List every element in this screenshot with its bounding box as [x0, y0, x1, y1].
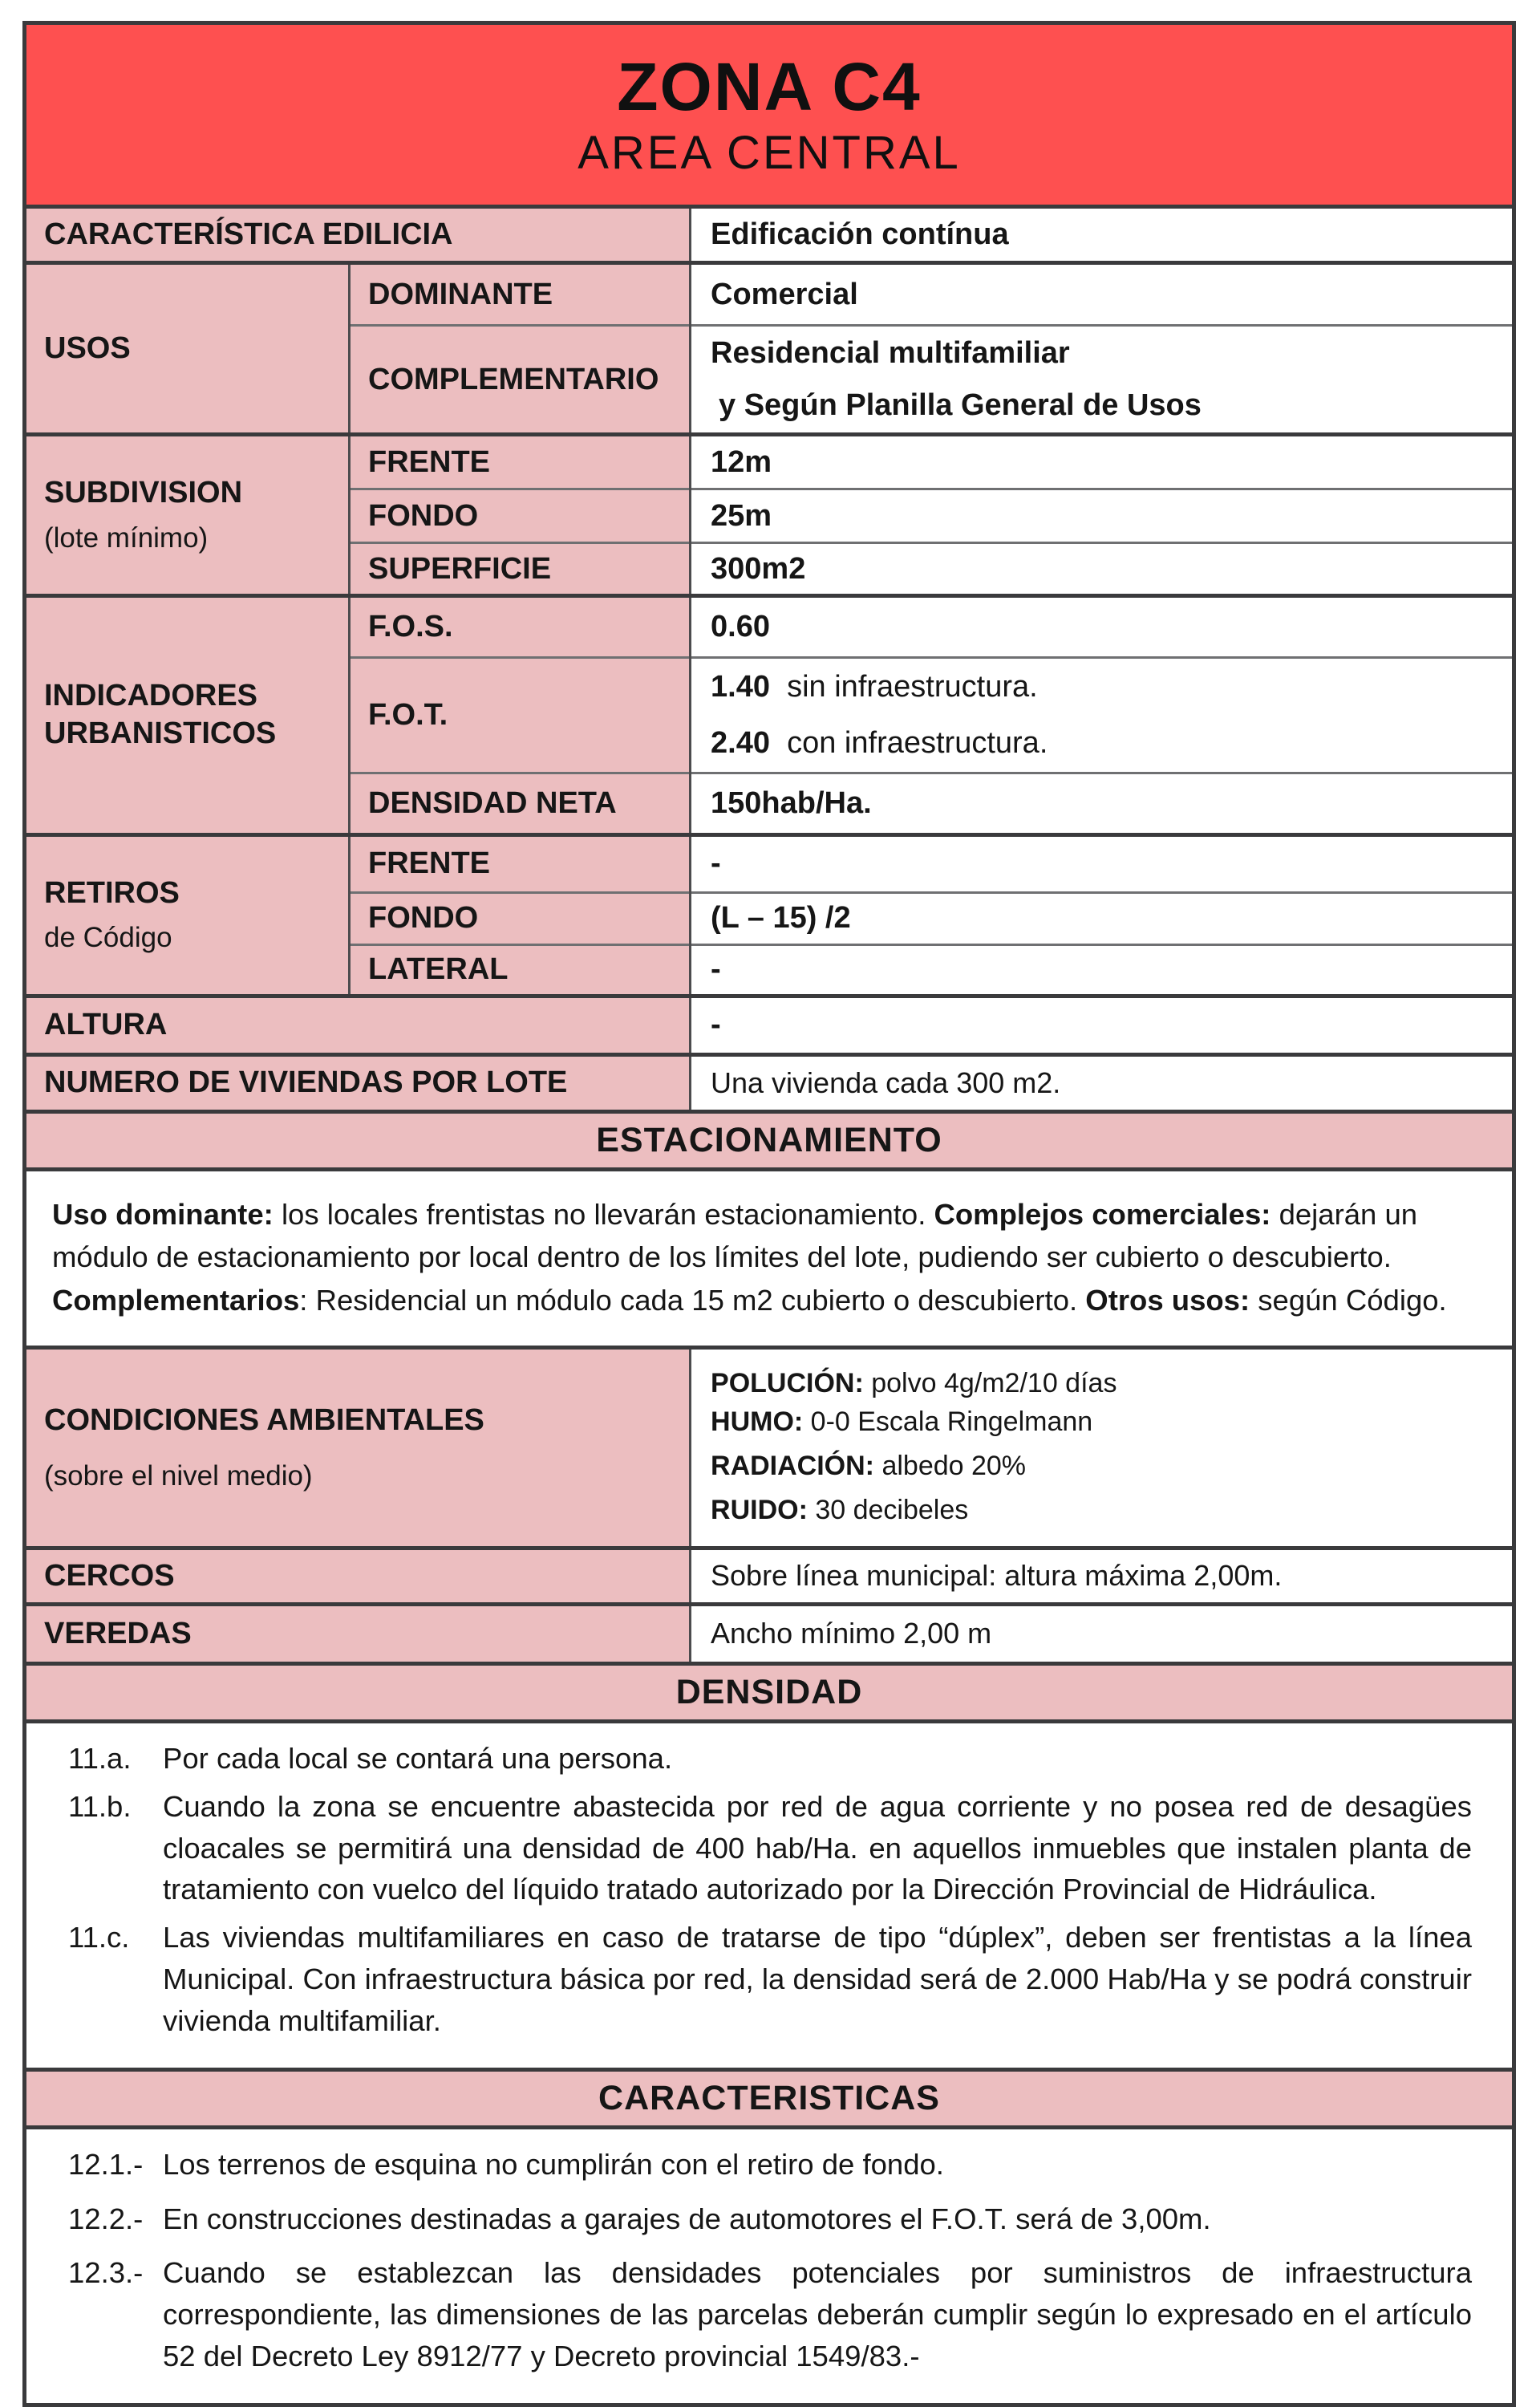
value-condiciones-ambientales: [691, 1347, 1514, 1548]
value-fos: 0.60: [691, 596, 1514, 658]
estacionamiento-seg1: los locales frentistas no llevarán estacionamiento.: [273, 1198, 934, 1232]
row-label-fos: F.O.S.: [350, 596, 691, 658]
estacionamiento-paragraph: [25, 1169, 1514, 1347]
zone-subtitle: AREA CENTRAL: [578, 127, 961, 179]
group-label-subdivision-main: SUBDIVISION: [44, 476, 243, 510]
value-frente: 12m: [691, 435, 1514, 489]
condicion-humo: [711, 1406, 1504, 1438]
row-label-condiciones-ambientales: [25, 1347, 691, 1548]
row-label-superficie: SUPERFICIE: [350, 543, 691, 596]
densidad-item-11b: [68, 1786, 1472, 1910]
value-densidad-neta: 150hab/Ha.: [691, 773, 1514, 834]
zone-title-banner: [22, 21, 1516, 209]
section-header-caracteristicas: CARACTERISTICAS: [25, 2069, 1514, 2127]
row-label-complementario: COMPLEMENTARIO: [350, 326, 691, 435]
estacionamiento-seg-otros-usos: Otros usos:: [1085, 1283, 1250, 1317]
estacionamiento-seg-uso-dominante: Uso dominante:: [52, 1198, 274, 1232]
value-veredas: Ancho mínimo 2,00 m: [691, 1604, 1514, 1663]
row-label-fot: F.O.T.: [350, 658, 691, 773]
densidad-items: [25, 1721, 1514, 2069]
caracteristicas-item-121: [68, 2144, 1472, 2186]
value-cercos: Sobre línea municipal: altura máxima 2,00m.: [691, 1548, 1514, 1604]
row-label-densidad-neta: DENSIDAD NETA: [350, 773, 691, 834]
fot-line1-number: 1.40: [711, 670, 770, 704]
condicion-polucion-value: polvo 4g/m2/10 días: [863, 1367, 1117, 1398]
section-header-densidad: DENSIDAD: [25, 1663, 1514, 1721]
estacionamiento-seg5: : Residencial un módulo cada 15 m2 cubierto o descubierto.: [299, 1283, 1086, 1317]
value-retiros-fondo: (L – 15) /2: [691, 892, 1514, 944]
value-complementario: [691, 326, 1514, 435]
group-label-retiros-sub: de Código: [44, 922, 172, 954]
group-label-subdivision: [25, 435, 350, 596]
fot-line1-text: sin infraestructura.: [787, 670, 1038, 704]
fot-line2-number: 2.40: [711, 726, 770, 761]
section-header-estacionamiento: ESTACIONAMIENTO: [25, 1111, 1514, 1169]
densidad-item-11b-text: Cuando la zona se encuentre abastecida por red de agua corriente y no posea red de desagües cloacales se permitirá una densidad de 400 hab/Ha. en aquellos inmuebles que instalen planta de tratamiento con vuelco del líquido tratado autorizado por la Dirección Provincial de Hidráulica.: [163, 1789, 1472, 1906]
estacionamiento-seg3: dejarán un módulo de estacionamiento por local dentro de los límites del lote, pudiendo ser cubierto o descubierto.: [52, 1198, 1418, 1274]
condicion-humo-value: 0-0 Escala Ringelmann: [803, 1406, 1093, 1437]
row-label-dominante: DOMINANTE: [350, 263, 691, 326]
group-label-retiros: [25, 834, 350, 996]
row-label-retiros-fondo: FONDO: [350, 892, 691, 944]
densidad-item-11c: [68, 1917, 1472, 2041]
group-label-subdivision-sub: (lote mínimo): [44, 522, 209, 554]
row-label-cercos: CERCOS: [25, 1548, 691, 1604]
caracteristicas-item-121-number: 12.1.-: [68, 2147, 144, 2181]
value-fot-line1: [711, 659, 1494, 715]
value-altura: -: [691, 996, 1514, 1054]
value-fondo: 25m: [691, 489, 1514, 543]
value-viviendas-por-lote: Una vivienda cada 300 m2.: [691, 1054, 1514, 1111]
value-complementario-line2: y Según Planilla General de Usos: [719, 388, 1202, 422]
condicion-humo-key: HUMO:: [711, 1406, 804, 1437]
caracteristicas-item-123: [68, 2252, 1472, 2377]
caracteristicas-item-121-text: Los terrenos de esquina no cumplirán con el retiro de fondo.: [163, 2147, 944, 2181]
caracteristicas-item-123-number: 12.3.-: [68, 2256, 144, 2290]
densidad-item-11c-number: 11.c.: [68, 1921, 130, 1954]
caracteristicas-items: [25, 2127, 1514, 2405]
row-label-caracteristica-edilicia: CARACTERÍSTICA EDILICIA: [25, 207, 691, 263]
row-label-condiciones-sub: (sobre el nivel medio): [44, 1460, 313, 1492]
row-label-viviendas-por-lote: NUMERO DE VIVIENDAS POR LOTE: [25, 1054, 691, 1111]
condicion-radiacion-key: RADIACIÓN:: [711, 1450, 874, 1481]
row-label-condiciones-main: CONDICIONES AMBIENTALES: [44, 1402, 484, 1437]
row-label-altura: ALTURA: [25, 996, 691, 1054]
value-retiros-frente: -: [691, 834, 1514, 892]
caracteristicas-item-122-number: 12.2.-: [68, 2202, 144, 2235]
condicion-ruido-value: 30 decibeles: [807, 1494, 969, 1525]
value-fot-line2: [711, 715, 1494, 771]
caracteristicas-item-122: [68, 2198, 1472, 2240]
estacionamiento-seg7: según Código.: [1250, 1283, 1447, 1317]
caracteristicas-item-122-text: En construcciones destinadas a garajes de automotores el F.O.T. será de 3,00m.: [163, 2202, 1211, 2235]
densidad-item-11a: [68, 1738, 1472, 1780]
densidad-item-11c-text: Las viviendas multifamiliares en caso de tratarse de tipo “dúplex”, deben ser frentistas a la línea Municipal. Con infraestructura básica por red, la densidad será de 2.000 Hab/Ha y se podrá construir vivienda multifamiliar.: [163, 1921, 1472, 2037]
densidad-item-11b-number: 11.b.: [68, 1789, 132, 1823]
condicion-polucion: [711, 1368, 1504, 1399]
condicion-polucion-key: POLUCIÓN:: [711, 1367, 864, 1398]
row-label-veredas: VEREDAS: [25, 1604, 691, 1663]
value-dominante: Comercial: [691, 263, 1514, 326]
condicion-radiacion-value: albedo 20%: [874, 1450, 1027, 1481]
value-complementario-line1: Residencial multifamiliar: [711, 336, 1070, 370]
value-lateral: -: [691, 944, 1514, 996]
group-label-retiros-main: RETIROS: [44, 875, 180, 910]
row-label-retiros-frente: FRENTE: [350, 834, 691, 892]
densidad-item-11a-text: Por cada local se contará una persona.: [163, 1741, 673, 1775]
condicion-ruido: [711, 1495, 1504, 1526]
row-label-fondo: FONDO: [350, 489, 691, 543]
condicion-ruido-key: RUIDO:: [711, 1494, 808, 1525]
zone-title: ZONA C4: [617, 49, 922, 124]
estacionamiento-seg-complejos: Complejos comerciales:: [934, 1198, 1271, 1232]
estacionamiento-seg-complementarios: Complementarios: [52, 1283, 300, 1317]
value-fot: [691, 658, 1514, 773]
zoning-sheet: [22, 21, 1516, 2407]
caracteristicas-item-123-text: Cuando se establezcan las densidades potenciales por suministros de infraestructura correspondiente, las dimensiones de las parcelas deberán cumplir según lo expresado en el artículo 52 del Decreto Ley 8912/77 y Decreto provincial 1549/83.-: [163, 2256, 1472, 2373]
densidad-item-11a-number: 11.a.: [68, 1741, 132, 1775]
condicion-radiacion: [711, 1451, 1504, 1482]
regulation-table: [22, 205, 1516, 2407]
value-superficie: 300m2: [691, 543, 1514, 596]
group-label-usos: USOS: [25, 263, 350, 435]
fot-line2-text: con infraestructura.: [787, 726, 1048, 761]
row-label-lateral: LATERAL: [350, 944, 691, 996]
row-label-frente: FRENTE: [350, 435, 691, 489]
group-label-indicadores: INDICADORES URBANISTICOS: [25, 596, 350, 835]
value-caracteristica-edilicia: Edificación contínua: [691, 207, 1514, 263]
estacionamiento-text: [52, 1193, 1483, 1321]
